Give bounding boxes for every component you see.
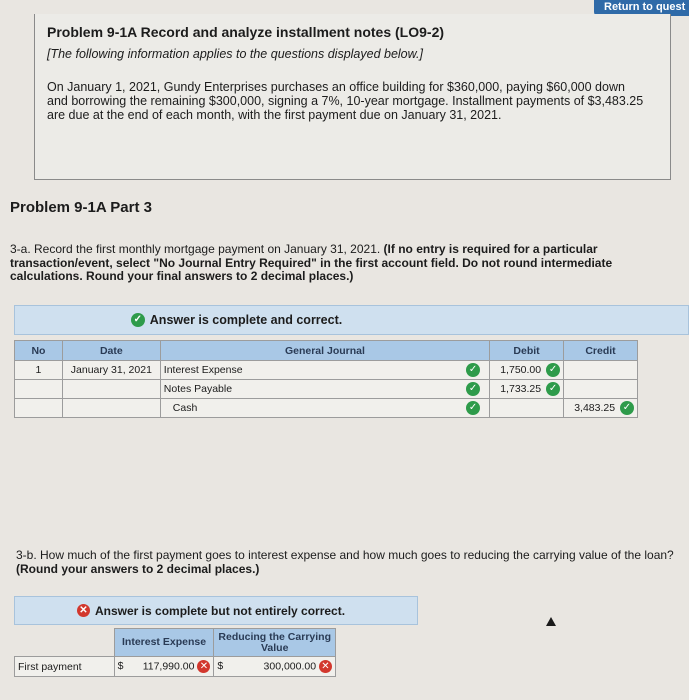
journal-entry-table <box>14 340 638 418</box>
currency-symbol: $ <box>217 660 224 672</box>
col-header-credit: Credit <box>564 341 638 361</box>
entry-date: January 31, 2021 <box>62 361 160 380</box>
answer-status-text: Answer is complete but not entirely correct. <box>95 603 346 618</box>
col-header-no: No <box>15 341 63 361</box>
problem-info-box <box>34 14 671 180</box>
debit-value: 1,733.25 <box>500 382 542 395</box>
table-row <box>15 399 638 418</box>
credit-value: 3,483.25 <box>574 401 616 414</box>
account-select[interactable] <box>160 399 489 418</box>
entry-date <box>62 380 160 399</box>
blank-header <box>15 629 115 657</box>
entry-date <box>62 399 160 418</box>
question-3a-instructions: (If no entry is required for a particular transaction/event, select "No Journal Entry Required" in the first account field. Do not round intermediate calculations. Round your final answers to 2 decimal places.) <box>10 242 613 283</box>
question-3a-prompt: 3-a. Record the first monthly mortgage payment on January 31, 2021. <box>10 242 381 256</box>
check-circle-icon: ✓ <box>466 363 480 377</box>
x-circle-icon: ✕ <box>77 604 90 617</box>
account-select[interactable] <box>160 361 489 380</box>
journal-header-row <box>15 341 638 361</box>
x-circle-icon: ✕ <box>197 660 210 673</box>
col-header-interest-expense: Interest Expense <box>114 629 214 657</box>
check-circle-icon: ✓ <box>466 382 480 396</box>
entry-number <box>15 380 63 399</box>
reducing-carrying-value-value: 300,000.00 <box>263 660 317 673</box>
x-circle-icon: ✕ <box>319 660 332 673</box>
col-header-date: Date <box>62 341 160 361</box>
currency-symbol: $ <box>117 660 124 672</box>
check-circle-icon: ✓ <box>546 382 560 396</box>
check-circle-icon: ✓ <box>620 401 634 415</box>
account-name: Interest Expense <box>163 364 243 376</box>
answer-status-banner-3b <box>14 596 418 625</box>
credit-input[interactable] <box>564 399 638 418</box>
account-name: Cash <box>172 402 198 414</box>
check-circle-icon: ✓ <box>546 363 560 377</box>
problem-title: Problem 9-1A Record and analyze installment notes (LO9-2) <box>47 24 445 40</box>
return-to-question-button[interactable]: Return to quest <box>594 0 689 16</box>
mouse-cursor-icon <box>546 617 556 626</box>
col-header-reducing-carrying-value: Reducing the Carrying Value <box>214 629 336 657</box>
table-row <box>15 361 638 380</box>
question-3b-instructions: (Round your answers to 2 decimal places.) <box>16 562 260 576</box>
credit-input[interactable] <box>564 380 638 399</box>
debit-input[interactable] <box>490 380 564 399</box>
account-name: Notes Payable <box>163 383 233 395</box>
interest-expense-value: 117,990.00 <box>142 660 195 673</box>
debit-value: 1,750.00 <box>500 363 542 376</box>
check-circle-icon: ✓ <box>466 401 480 415</box>
payment-header-row <box>15 629 336 657</box>
credit-input[interactable] <box>564 361 638 380</box>
table-row <box>15 380 638 399</box>
table-row <box>15 657 336 677</box>
question-3b-prompt: 3-b. How much of the first payment goes to interest expense and how much goes to reducing the carrying value of the loan? <box>16 548 674 562</box>
answer-status-text: Answer is complete and correct. <box>149 313 343 327</box>
account-select[interactable] <box>160 380 489 399</box>
payment-breakdown-table <box>14 628 336 677</box>
entry-number: 1 <box>15 361 63 380</box>
entry-number <box>15 399 63 418</box>
check-circle-icon: ✓ <box>131 313 145 327</box>
answer-status-banner-3a <box>14 305 689 335</box>
question-3b <box>16 548 689 576</box>
part-title: Problem 9-1A Part 3 <box>10 199 152 216</box>
debit-input[interactable] <box>490 399 564 418</box>
debit-input[interactable] <box>490 361 564 380</box>
reducing-carrying-value-input[interactable] <box>214 657 336 677</box>
problem-subtitle: [The following information applies to the questions displayed below.] <box>47 47 423 61</box>
col-header-general-journal: General Journal <box>160 341 489 361</box>
interest-expense-input[interactable] <box>114 657 214 677</box>
row-label-first-payment: First payment <box>15 657 115 677</box>
problem-description: On January 1, 2021, Gundy Enterprises purchases an office building for $360,000, paying $60,000 down and borrowing the remaining $300,000, signing a 7%, 10-year mortgage. Installment payments of $3,483.25 are due at the end of each month, with the first payment due on January 31, 2021. <box>47 80 644 122</box>
question-3a <box>10 243 670 284</box>
col-header-debit: Debit <box>490 341 564 361</box>
